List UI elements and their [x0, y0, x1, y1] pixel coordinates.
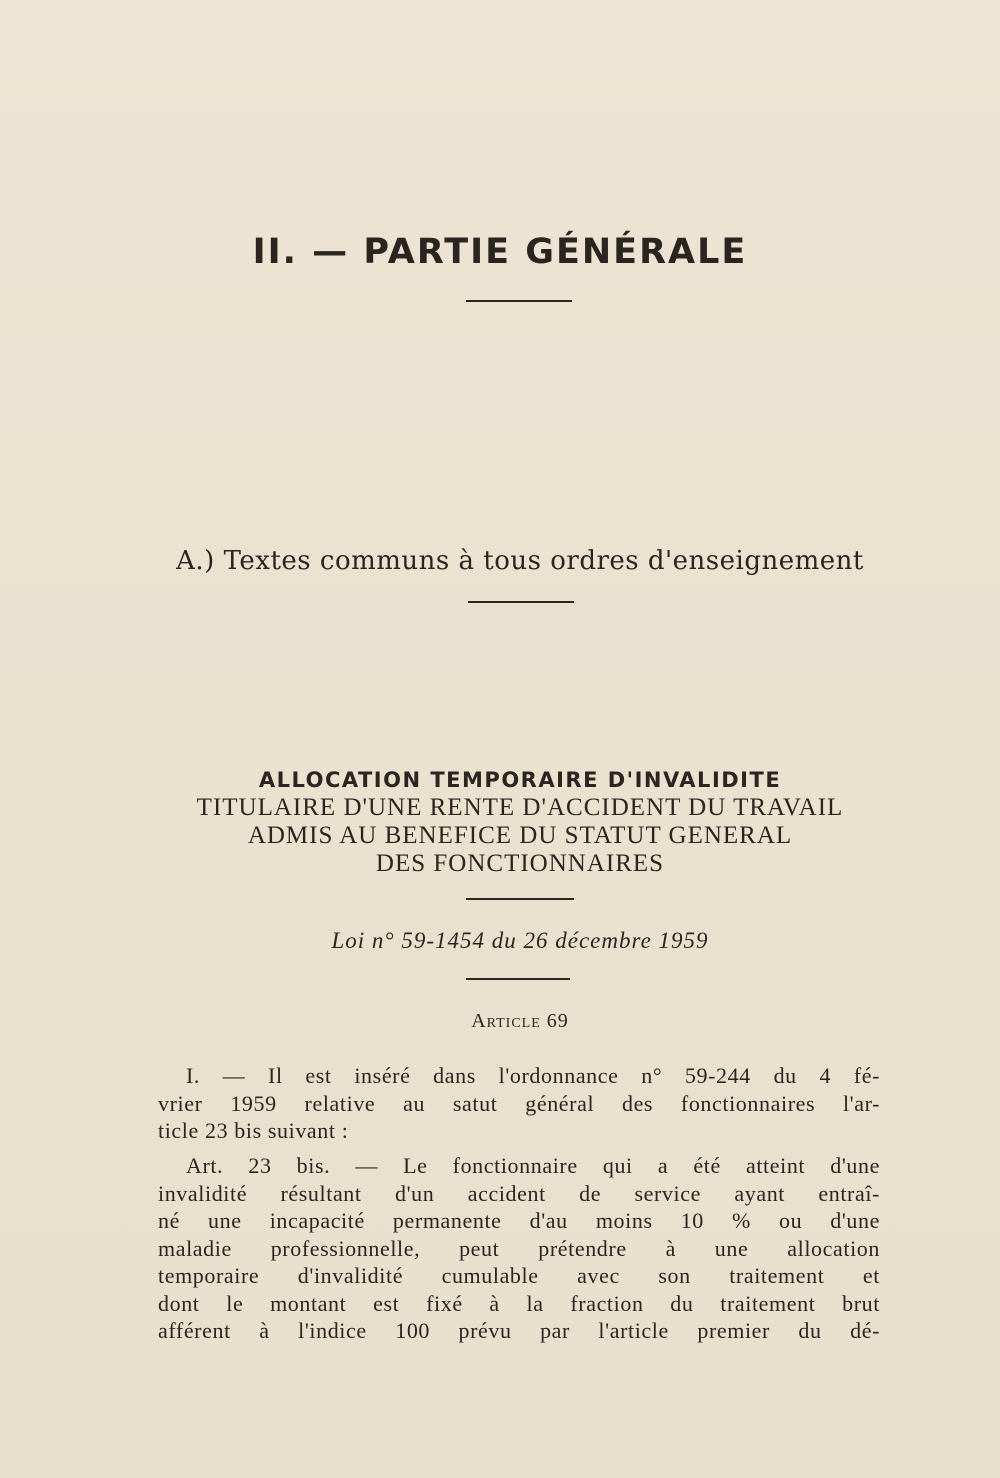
paragraph-line: temporaire d'invalidité cumulable avec son traitement et — [158, 1263, 880, 1288]
divider — [466, 978, 570, 980]
article-heading — [0, 1010, 1000, 1033]
allocation-subtitle-line: DES FONCTIONNAIRES — [375, 850, 665, 877]
law-reference: Loi n° 59-1454 du 26 décembre 1959 — [331, 928, 709, 953]
paragraph-1 — [158, 1062, 880, 1145]
paragraph-line: vrier 1959 relative au satut général des fonctionnaires l'ar- — [158, 1090, 880, 1116]
paragraph-line: dont le montant est fixé à la fraction du traitement brut — [158, 1290, 880, 1316]
allocation-title: ALLOCATION TEMPORAIRE D'INVALIDITE — [258, 768, 782, 792]
article-heading-text: Article 69 — [471, 1010, 569, 1032]
paragraph-line: Art. 23 bis. — Le fonctionnaire qui a été atteint d'une — [186, 1153, 880, 1178]
paragraph-line: I. — Il est inséré dans l'ordonnance n° 59-244 du 4 fé- — [186, 1063, 880, 1088]
paragraph-line: invalidité résultant d'un accident de service ayant entraî- — [158, 1180, 880, 1206]
paragraph-line: ticle 23 bis suivant : — [158, 1118, 349, 1143]
divider — [468, 601, 574, 603]
paragraph-2 — [158, 1152, 880, 1345]
part-title: II. — PARTIE GÉNÉRALE — [252, 232, 748, 272]
allocation-subtitle-line: TITULAIRE D'UNE RENTE D'ACCIDENT DU TRAVAIL — [196, 794, 844, 821]
divider — [466, 898, 574, 900]
allocation-subtitle-line: ADMIS AU BENEFICE DU STATUT GENERAL — [247, 822, 793, 849]
paragraph-line: maladie professionnelle, peut prétendre à une allocation — [158, 1235, 880, 1261]
paragraph-line: né une incapacité permanente d'au moins 10 % ou d'une — [158, 1208, 880, 1233]
section-title: A.) Textes communs à tous ordres d'enseignement — [176, 546, 864, 576]
divider — [466, 300, 572, 302]
paragraph-line: afférent à l'indice 100 prévu par l'article premier du dé- — [158, 1318, 880, 1343]
